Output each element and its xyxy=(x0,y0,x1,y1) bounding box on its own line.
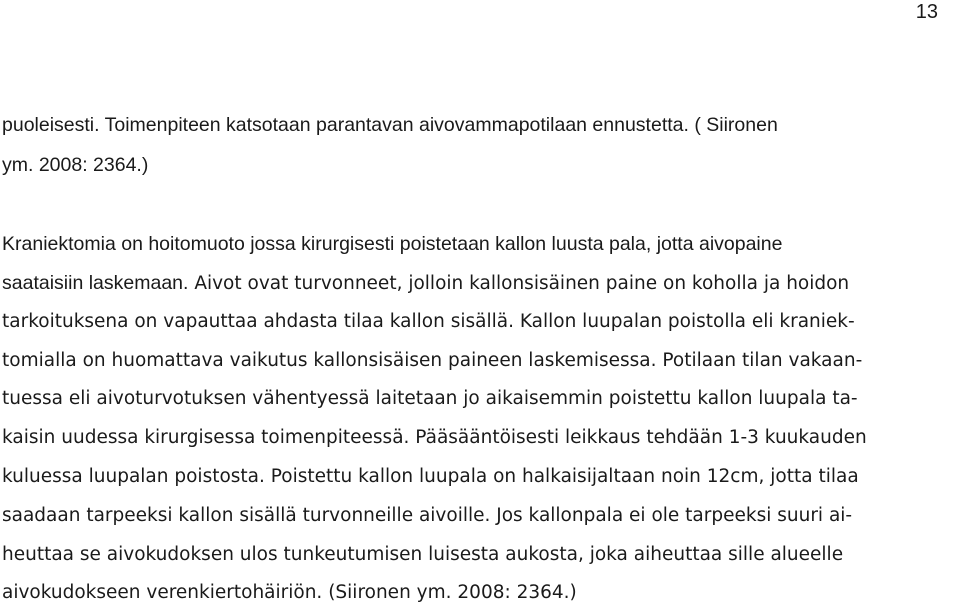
text-line: kaisin uudessa kirurgisessa toimenpiteessä. Pääsääntöisesti leikkaus tehdään 1-3 kuukauden xyxy=(2,427,867,448)
text-line: kuluessa luupalan poistosta. Poistettu kallon luupala on halkaisijaltaan noin 12cm, jotta tilaa xyxy=(2,466,859,487)
text-line: puoleisesti. Toimenpiteen katsotaan parantavan aivovammapotilaan ennustetta. ( Siironen xyxy=(2,114,778,136)
page-number: 13 xyxy=(915,1,938,23)
text-segment: saataisiin laskemaan. xyxy=(2,272,189,294)
text-line: tuessa eli aivoturvotuksen vähentyessä laitetaan jo aikaisemmin poistettu kallon luupala ta- xyxy=(2,388,858,409)
text-line: tomialla on huomattava vaikutus kallonsisäisen paineen laskemisessa. Potilaan tilan vakaan- xyxy=(2,350,863,371)
text-line xyxy=(2,271,849,296)
text-line: tarkoituksena on vapauttaa ahdasta tilaa kallon sisällä. Kallon luupalan poistolla eli kraniek- xyxy=(2,311,855,332)
text-segment: Aivot ovat turvonneet, jolloin kallonsisäinen paine on koholla ja hoidon xyxy=(188,273,850,294)
text-line: aivokudokseen verenkiertohäiriön. (Siironen ym. 2008: 2364.) xyxy=(2,582,577,603)
text-line: heuttaa se aivokudoksen ulos tunkeutumisen luisesta aukosta, joka aiheuttaa sille alueelle xyxy=(2,544,844,565)
text-line: Kraniektomia on hoitomuoto jossa kirurgisesti poistetaan kallon luusta pala, jotta aivopaine xyxy=(2,233,783,255)
text-line: saadaan tarpeeksi kallon sisällä turvonneille aivoille. Jos kallonpala ei ole tarpeeksi suuri ai- xyxy=(2,505,853,526)
text-line: ym. 2008: 2364.) xyxy=(2,154,149,176)
